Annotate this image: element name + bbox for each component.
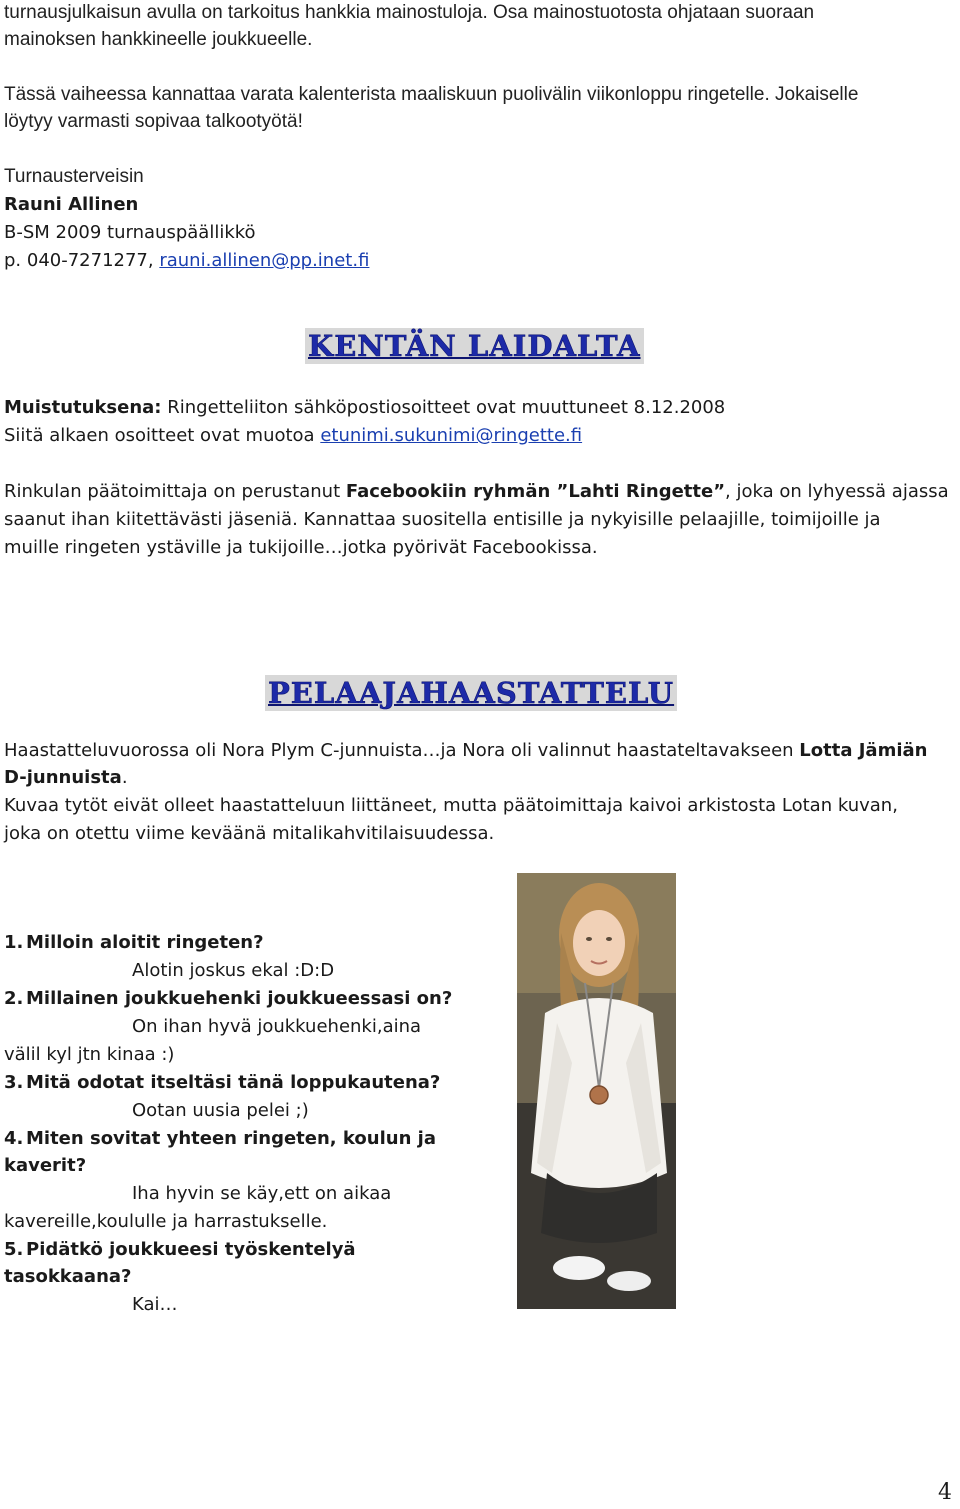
interviewee-photo (517, 873, 676, 1309)
answer-4-continued: kavereille,koululle ja harrastukselle. (4, 1211, 328, 1232)
photo-illustration (517, 873, 676, 1309)
question-text: Miten sovitat yhteen ringeten, koulun ja (26, 1128, 436, 1149)
intro-line-3: Tässä vaiheessa kannattaa varata kalenterista maaliskuun puolivälin viikonloppu ringetelle. Jokaiselle (4, 84, 859, 105)
email-format-line (4, 423, 582, 449)
interviewee-name: Lotta Jämiän (799, 740, 928, 761)
question-number: 4. (4, 1128, 24, 1149)
reminder-label: Muistutuksena: (4, 397, 162, 418)
reminder-line (4, 395, 725, 421)
answer-3: Ootan uusia pelei ;) (132, 1100, 309, 1121)
section-heading-kentan: KENTÄN LAIDALTA (305, 328, 644, 364)
email-format-link[interactable]: etunimi.sukunimi@ringette.fi (320, 425, 583, 446)
answer-4: Iha hyvin se käy,ett on aikaa (132, 1183, 392, 1204)
question-4-continued: kaverit? (4, 1155, 87, 1176)
question-5 (4, 1237, 356, 1263)
facebook-text-a: Rinkulan päätoimittaja on perustanut (4, 481, 346, 502)
facebook-text-c: , joka on lyhyessä ajassa (725, 481, 949, 502)
interview-intro-period: . (121, 767, 128, 788)
reminder-text: Ringetteliiton sähköpostiosoitteet ovat muuttuneet 8.12.2008 (161, 397, 726, 418)
photo-note-line-1: Kuvaa tytöt eivät olleet haastatteluun liittäneet, mutta päätoimittaja kaivoi arkistosta Lotan kuvan, (4, 795, 898, 816)
question-5-continued: tasokkaana? (4, 1266, 132, 1287)
question-text: Mitä odotat itseltäsi tänä loppukautena? (26, 1072, 441, 1093)
answer-2-continued: välil kyl jtn kinaa :) (4, 1044, 175, 1065)
facebook-line-1 (4, 479, 949, 505)
facebook-line-3: muille ringeten ystäville ja tukijoille…jotka pyörivät Facebookissa. (4, 537, 598, 558)
email-link[interactable]: rauni.allinen@pp.inet.fi (159, 250, 370, 271)
question-3 (4, 1070, 440, 1096)
facebook-line-2: saanut ihan kiitettävästi jäseniä. Kannattaa suositella entisille ja nykyisille pelaajille, toimijoille ja (4, 509, 881, 530)
answer-1: Alotin joskus ekal :D:D (132, 960, 335, 981)
interview-intro-text: Haastatteluvuorossa oli Nora Plym C-junnuista…ja Nora oli valinnut haastateltavakseen (4, 740, 800, 761)
question-text: Milloin aloitit ringeten? (26, 932, 264, 953)
phone-text: p. 040-7271277, (4, 250, 160, 271)
author-role: B-SM 2009 turnauspäällikkö (4, 222, 256, 243)
interview-intro-line-1 (4, 738, 927, 764)
greeting: Turnausterveisin (4, 166, 144, 187)
question-number: 5. (4, 1239, 24, 1260)
intro-line-4: löytyy varmasti sopivaa talkootyötä! (4, 111, 303, 132)
email-format-text: Siitä alkaen osoitteet ovat muotoa (4, 425, 321, 446)
interview-intro-line-2 (4, 765, 128, 791)
page-number: 4 (938, 1480, 952, 1505)
question-text: Millainen joukkuehenki joukkueessasi on? (26, 988, 453, 1009)
contact-line (4, 248, 369, 274)
answer-5: Kai… (132, 1294, 178, 1315)
interviewee-team: D-junnuista (4, 767, 122, 788)
facebook-group-name: Facebookiin ryhmän ”Lahti Ringette” (345, 481, 726, 502)
question-1 (4, 930, 264, 956)
question-number: 3. (4, 1072, 24, 1093)
question-4 (4, 1126, 436, 1152)
intro-line-1: turnausjulkaisun avulla on tarkoitus hankkia mainostuloja. Osa mainostuotosta ohjataan suoraan (4, 2, 815, 23)
question-number: 1. (4, 932, 24, 953)
author-name: Rauni Allinen (4, 194, 139, 215)
intro-line-2: mainoksen hankkineelle joukkueelle. (4, 29, 313, 50)
answer-2: On ihan hyvä joukkuehenki,aina (132, 1016, 422, 1037)
question-number: 2. (4, 988, 24, 1009)
photo-note-line-2: joka on otettu viime keväänä mitalikahvitilaisuudessa. (4, 823, 495, 844)
question-text: Pidätkö joukkueesi työskentelyä (26, 1239, 356, 1260)
question-2 (4, 986, 452, 1012)
section-heading-interview: PELAAJAHAASTATTELU (265, 675, 677, 711)
